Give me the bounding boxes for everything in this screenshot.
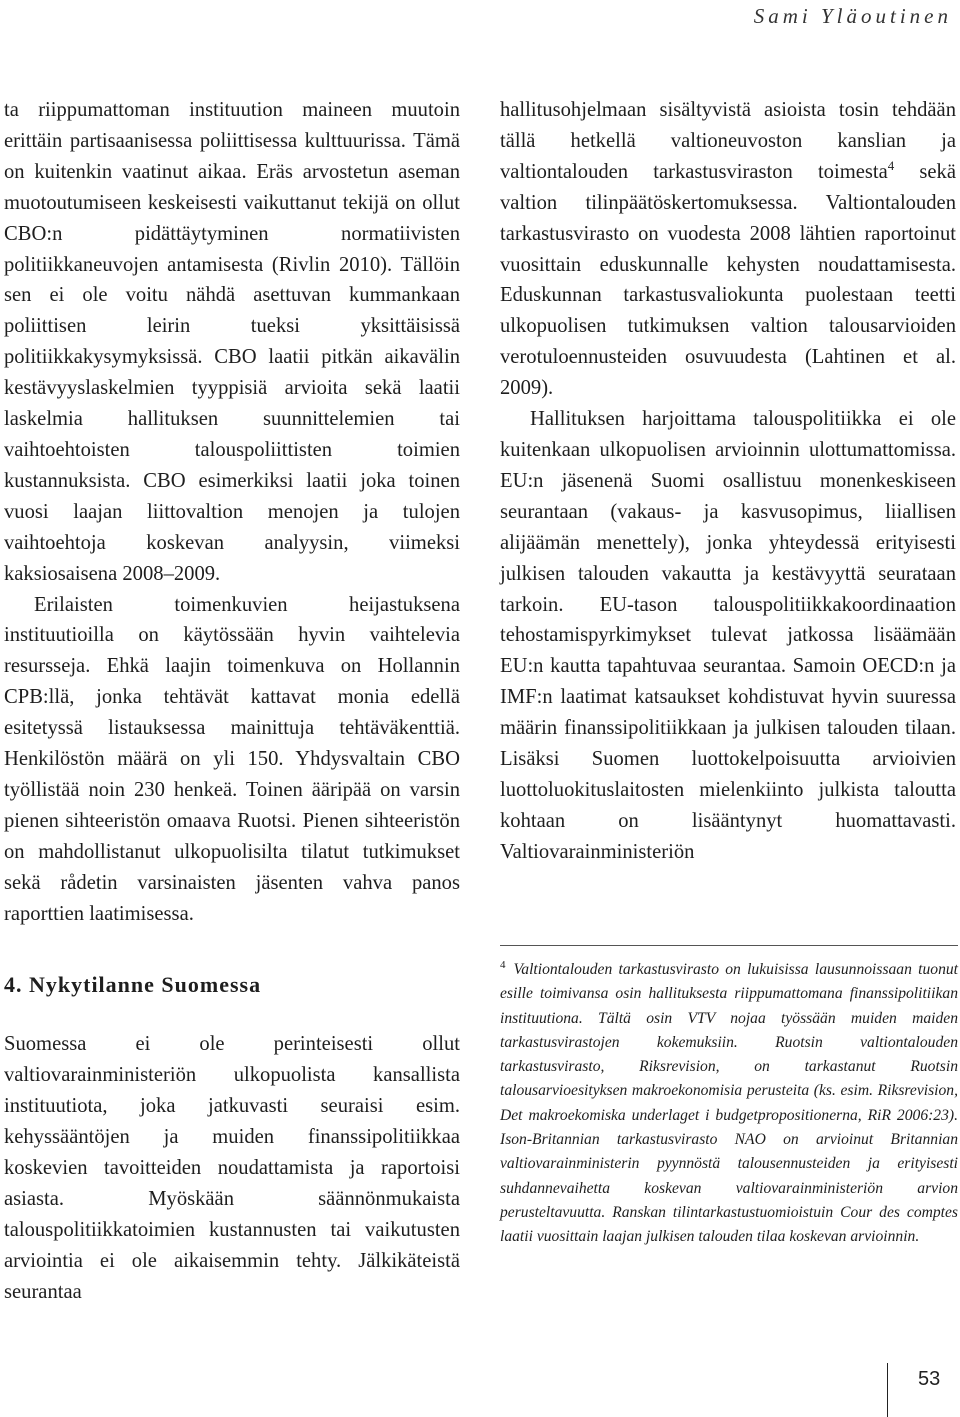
footnote-text: Valtiontalouden tarkastusvirasto on lukuisissa lausunnoissaan tuonut esille toimivansa osin hallituksesta riippumattomana finanssipolitiikan instituutiona. Tältä osin VTV nojaa työssään muiden maiden tarkastusvirastojen kokemuksiin. Ruotsin valtiontalouden tarkastusvirasto, Riksrevision, on tarkastanut Ruotsin talousarvioesityksen makroekonomisia perusteita (ks. esim. Riksrevision, Det makroekomiska underlaget i budgetpropositionerna, RiR 2006:23). Ison-Britannian tarkastusvirasto NAO on arvioinut Britannian valtiovarainministerin pyynnöstä talousennusteiden ja erityisesti suhdannevaihetta koskevan valtiovarainministeriön arvion perusteltavuutta. Ranskan tilintarkastustuomioistuin Cour des comptes laatii vuosittain laajan julkisen talouden tilaa koskevan arvioinnin. — [500, 961, 958, 1246]
right-paragraph-1-start: hallitusohjelmaan sisältyvistä asioista tosin tehdään tällä hetkellä valtioneuvoston kanslian ja valtiontalouden tarkastusviraston toimesta — [500, 99, 956, 183]
section-heading: 4. Nykytilanne Suomessa — [4, 972, 262, 998]
right-column — [500, 95, 956, 868]
page-number: 53 — [918, 1368, 941, 1390]
page-number-rule — [887, 1363, 888, 1417]
footnote — [500, 958, 958, 1250]
left-paragraph-3: Suomessa ei ole perinteisesti ollut valtiovarainministeriön ulkopuolista kansallista instituutiota, joka jatkuvasti seuraisi esim. kehyssääntöjen ja muiden finanssipolitiikkaa koskevien tavoitteiden noudattamista ja raportoisi asiasta. Myöskään säännönmukaista talouspolitiikkatoimien kustannusten tai vaikutusten arviointia ei ole aikaisemmin tehty. Jälkikäteistä seurantaa — [4, 1033, 460, 1303]
footnote-number: 4 — [500, 958, 506, 971]
left-paragraph-2: Erilaisten toimenkuvien heijastuksena instituutioilla on käytössään hyvin vaihtelevia resursseja. Ehkä laajin toimenkuva on Hollannin CPB:llä, jonka tehtävät kattavat monia edellä esitetyssä listauksessa mainittuja tehtäväkenttiä. Henkilöstön määrä on yli 150. Yhdysvaltain CBO työllistää noin 230 henkeä. Toinen ääripää on varsin pienen sihteeristön omaava Ruotsi. Pienen sihteeristön on mahdollistanut ulkopuolisilta tilatut tutkimukset sekä rådetin varsinaisten jäsenten vahva panos raporttien laatimisessa. — [4, 593, 460, 925]
right-paragraph-1 — [500, 95, 956, 404]
left-paragraph-1: ta riippumattoman instituution maineen muutoin erittäin partisaanisessa poliittisessa kulttuurissa. Tämä on kuitenkin vaatinut aikaa. Eräs arvostetun aseman muotoutumiseen keskeisesti vaikuttanut tekijä on ollut CBO:n pidättäytyminen normatiivisten politiikkaneuvojen antamisesta (Rivlin 2010). Tällöin sen ei ole voitu nähdä asettuvan kummankaan poliittisen leirin tueksi yksittäisissä politiikkakysymyksissä. CBO laatii pitkän aikavälin kestävyyslaskelmien tyyppisiä arvioita sekä laatii laskelmia hallituksen suunnittelemien tai vaihtoehtoisten talouspoliittisten toimien kustannuksista. CBO esimerkiksi laatii joka toinen vuosi laajan liittovaltion menojen ja tulojen vaihtoehtoja koskevan analyysin, viimeksi kaksiosaisena 2008–2009. — [4, 99, 460, 585]
right-paragraph-2: Hallituksen harjoittama talouspolitiikka ei ole kuitenkaan ulkopuolisen arvioinnin ulottumattomissa. EU:n jäsenenä Suomi osallistuu monenkeskiseen seurantaan (vakaus- ja kasvusopimus, liiallisen alijäämän menettely), jonka yhteydessä erityisesti julkisen talouden vakautta ja kestävyyttä seurataan tarkoin. EU-tason talouspolitiikkakoordinaation tehostamispyrkimykset tulevat jatkossa lisäämään EU:n kautta tapahtuvaa seurantaa. Samoin OECD:n ja IMF:n laatimat katsaukset kohdistuvat hyvin suuressa määrin finanssipolitiikkaan ja julkisen talouden tilaan. Lisäksi Suomen luottokelpoisuutta arvioivien luottoluokituslaitosten mielenkiinto julkista taloutta kohtaan on lisääntynyt huomattavasti. Valtiovarainministeriön — [500, 408, 956, 863]
footnote-divider — [500, 945, 958, 946]
right-paragraph-1-end: sekä valtion tilinpäätöskertomuksessa. Valtiontalouden tarkastusvirasto on vuodesta 2008 lähtien raportoinut vuosittain eduskunnalle kehysten noudattamisesta. Eduskunnan tarkastusvaliokunta puolestaan teetti ulkopuolisen tutkimuksen valtion talousarvioiden verotuloennusteiden osuvuudesta (Lahtinen et al. 2009). — [500, 160, 956, 400]
running-header-author: Sami Yläoutinen — [753, 4, 952, 28]
footnote-reference[interactable]: 4 — [887, 157, 895, 173]
left-column — [4, 95, 460, 1308]
